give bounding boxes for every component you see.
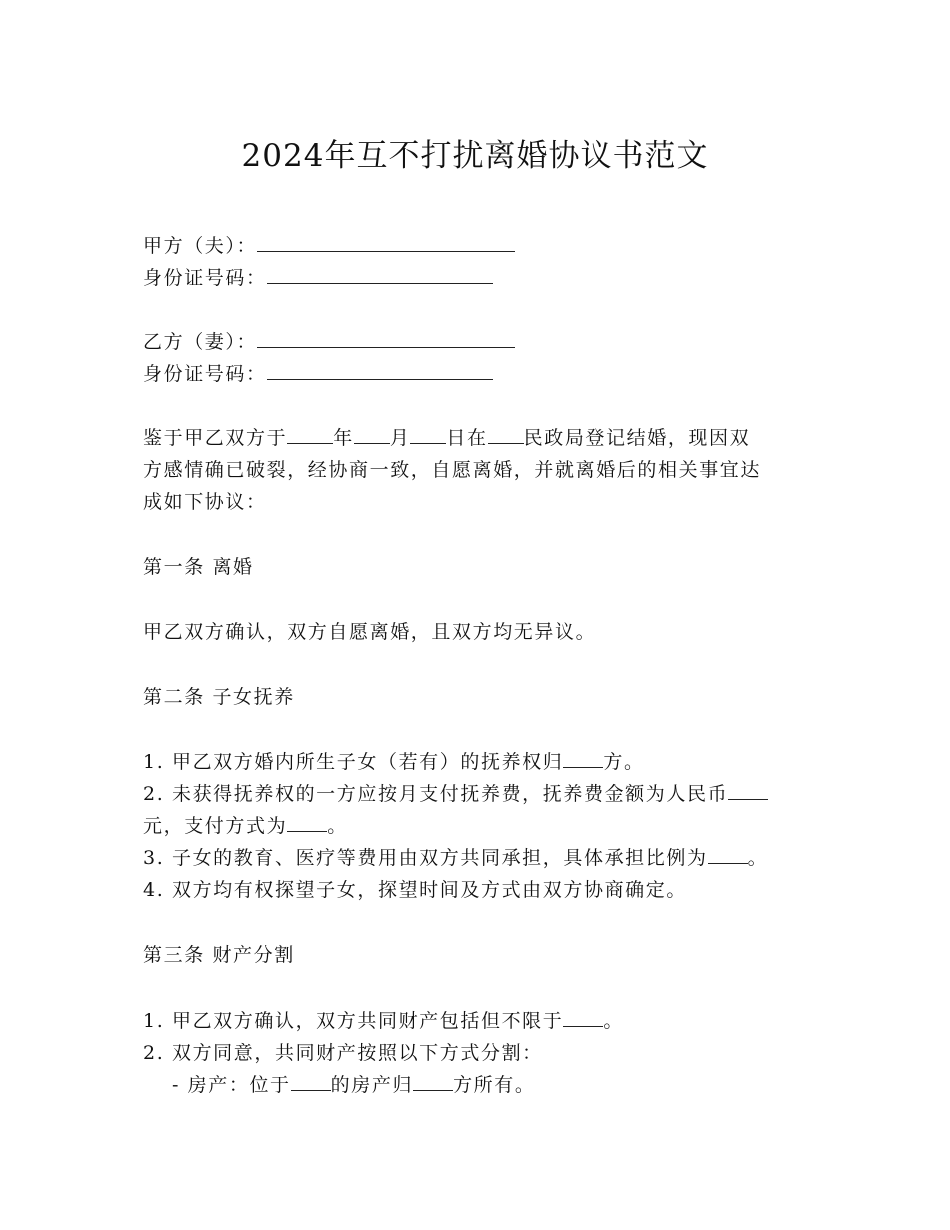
year-blank — [287, 424, 333, 444]
intro-line-3: 成如下协议： — [143, 491, 267, 513]
item-text: 方所有。 — [453, 1074, 536, 1096]
article-2-item-1 — [143, 745, 645, 779]
article-2-heading: 第二条 子女抚养 — [143, 686, 295, 708]
article-2-item-3 — [143, 841, 768, 875]
article-1-heading: 第一条 离婚 — [143, 556, 254, 578]
party-b-id-label: 身份证号码： — [143, 363, 267, 385]
party-b-id-line — [143, 357, 493, 391]
custody-blank — [563, 748, 603, 768]
property-location-blank — [291, 1071, 331, 1091]
item-text: 。 — [747, 847, 769, 869]
article-3-sub-item-1 — [172, 1068, 535, 1102]
intro-text: 鉴于甲乙双方于 — [143, 427, 288, 449]
item-text: 的房产归 — [330, 1074, 414, 1096]
party-a-line — [143, 229, 515, 263]
party-b-id-blank — [267, 360, 493, 380]
intro-text: 月 — [389, 427, 411, 449]
article-3-item-2: 2. 双方同意，共同财产按照以下方式分割： — [143, 1042, 543, 1064]
article-2-item-2-cont — [143, 809, 348, 843]
item-text: 1. 甲乙双方确认，双方共同财产包括但不限于 — [143, 1010, 564, 1032]
item-text: 方。 — [603, 751, 645, 773]
item-text: 3. 子女的教育、医疗等费用由双方共同承担，具体承担比例为 — [143, 847, 708, 869]
party-a-label: 甲方（夫）： — [143, 235, 258, 257]
party-a-blank — [257, 232, 515, 252]
month-blank — [354, 424, 390, 444]
item-text: 元，支付方式为 — [143, 815, 288, 837]
payment-method-blank — [287, 812, 327, 832]
ratio-blank — [708, 844, 748, 864]
intro-line-2: 方感情确已破裂，经协商一致，自愿离婚，并就离婚后的相关事宜达 — [143, 459, 762, 481]
party-b-blank — [257, 328, 515, 348]
assets-blank — [563, 1007, 603, 1027]
item-text: - 房产：位于 — [172, 1074, 291, 1096]
party-b-label: 乙方（妻）： — [143, 331, 258, 353]
article-1-body: 甲乙双方确认，双方自愿离婚，且双方均无异议。 — [143, 621, 597, 643]
bureau-blank — [488, 424, 524, 444]
day-blank — [410, 424, 446, 444]
party-b-line — [143, 325, 515, 359]
property-owner-blank — [413, 1071, 453, 1091]
article-3-item-1 — [143, 1004, 624, 1038]
party-a-id-blank — [267, 264, 493, 284]
article-3-heading: 第三条 财产分割 — [143, 944, 295, 966]
page-title: 2024年互不打扰离婚协议书范文 — [241, 138, 709, 174]
article-2-item-4: 4. 双方均有权探望子女，探望时间及方式由双方协商确定。 — [143, 879, 687, 901]
intro-text: 民政局登记结婚，现因双 — [523, 427, 751, 449]
party-a-id-line — [143, 261, 493, 295]
article-2-item-2 — [143, 777, 768, 811]
intro-line-1 — [143, 421, 750, 455]
support-amount-blank — [728, 780, 768, 800]
intro-text: 日在 — [446, 427, 488, 449]
item-text: 。 — [327, 815, 348, 837]
item-text: 。 — [603, 1010, 624, 1032]
item-text: 1. 甲乙双方婚内所生子女（若有）的抚养权归 — [143, 751, 564, 773]
intro-text: 年 — [333, 427, 354, 449]
party-a-id-label: 身份证号码： — [143, 267, 267, 289]
item-text: 2. 未获得抚养权的一方应按月支付抚养费，抚养费金额为人民币 — [143, 783, 729, 805]
